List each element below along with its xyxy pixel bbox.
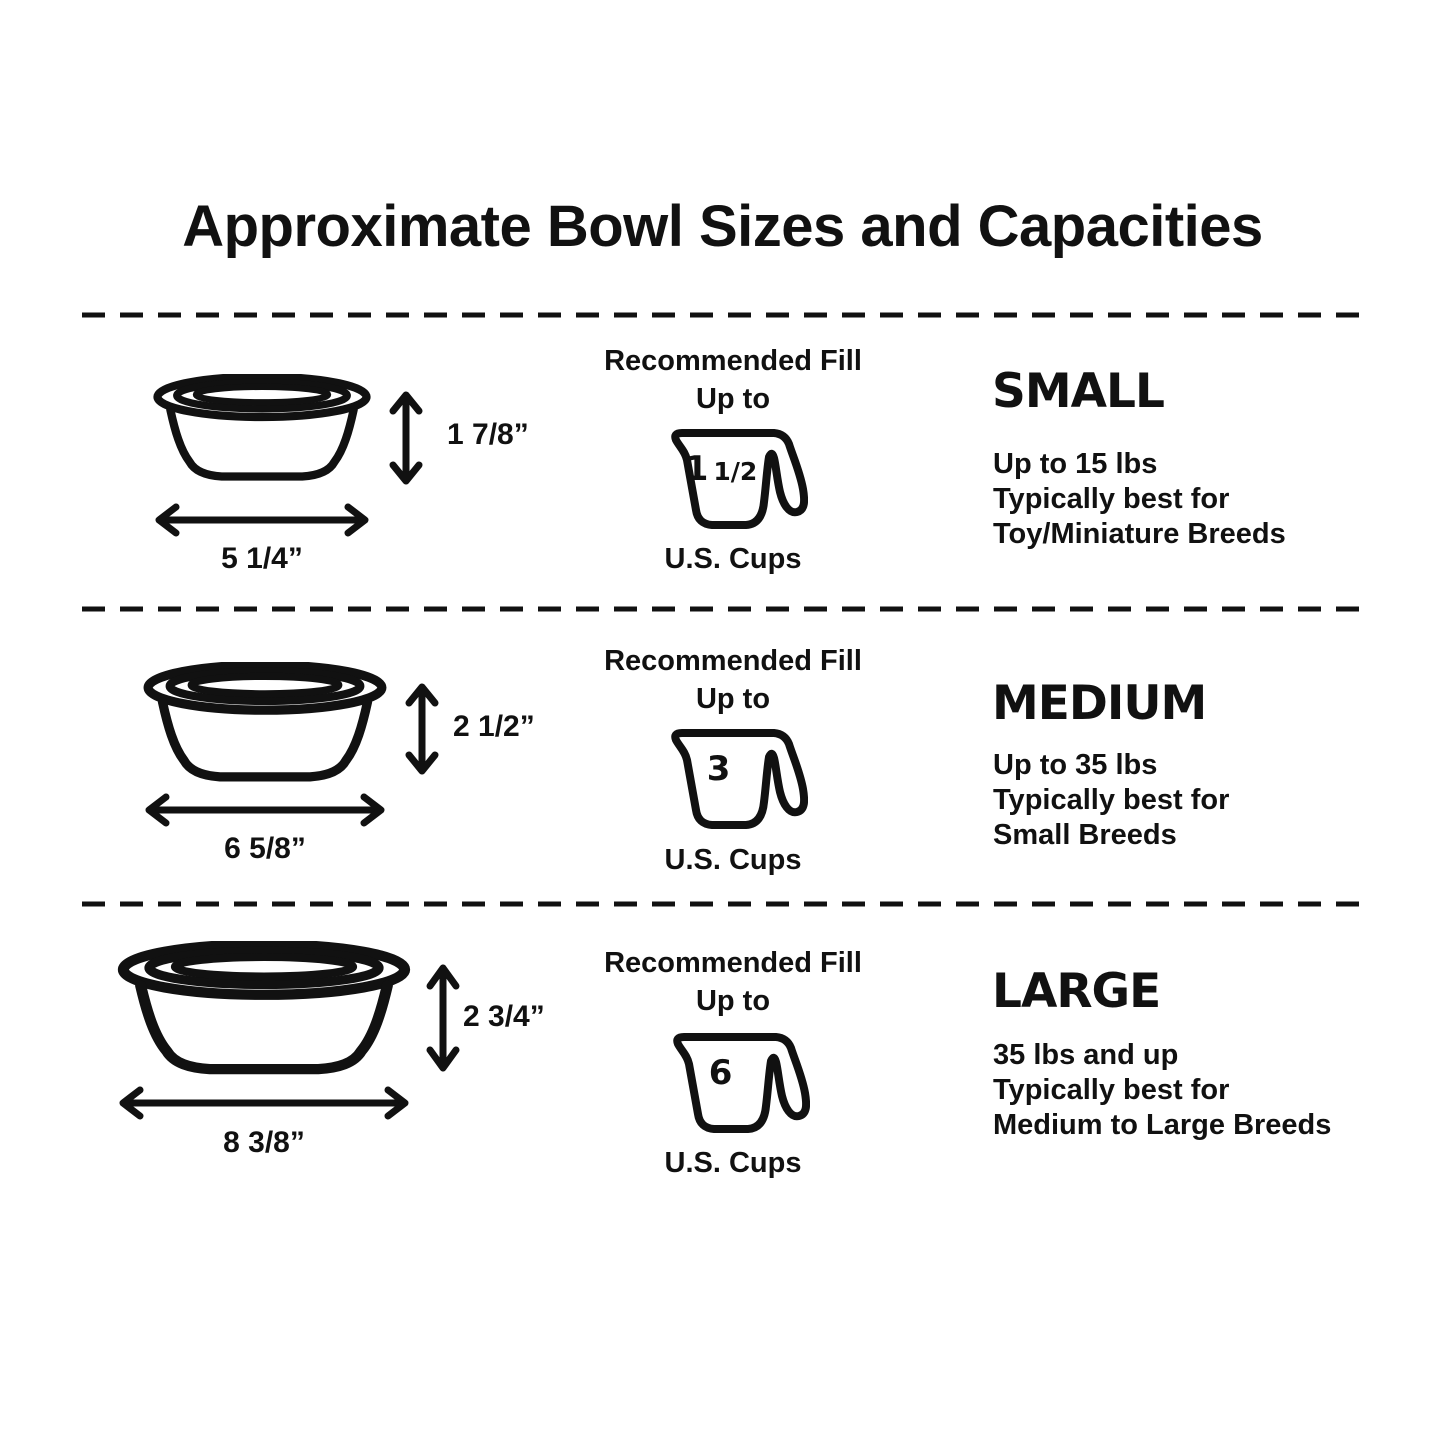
measuring-cup <box>672 1028 810 1140</box>
dashed-divider <box>82 312 1370 320</box>
bowl-height-dimension: 2 1/2” <box>453 710 535 743</box>
cup-capacity-value: 6 <box>708 1053 733 1093</box>
size-name: MEDIUM <box>992 676 1207 731</box>
fill-heading-line1: Recommended Fill <box>604 645 862 677</box>
weight-range: 35 lbs and up <box>993 1039 1179 1071</box>
bowl-height-dimension: 1 7/8” <box>447 418 529 451</box>
size-name: SMALL <box>992 364 1164 419</box>
bowl-icon <box>152 374 372 482</box>
best-for-line1: Typically best for <box>993 1074 1230 1106</box>
cup-unit-label: U.S. Cups <box>664 543 802 575</box>
bowl-width-dimension: 6 5/8” <box>224 832 306 865</box>
best-for-line2: Small Breeds <box>993 819 1177 851</box>
best-for-line2: Toy/Miniature Breeds <box>993 518 1286 550</box>
bowl-icon <box>116 941 412 1076</box>
bowl-width-dimension: 8 3/8” <box>223 1126 305 1159</box>
weight-range: Up to 35 lbs <box>993 749 1158 781</box>
dashed-divider <box>82 901 1370 909</box>
cup-unit-label: U.S. Cups <box>664 844 802 876</box>
measuring-cup <box>670 724 808 836</box>
height-arrow-icon <box>404 681 440 777</box>
fill-heading-line2: Up to <box>695 683 771 715</box>
fill-heading-line1: Recommended Fill <box>604 345 862 377</box>
cup-capacity-value: 3 <box>706 749 731 789</box>
measuring-cup <box>670 424 808 536</box>
weight-range: Up to 15 lbs <box>993 448 1158 480</box>
dashed-divider <box>82 606 1370 614</box>
width-arrow-icon <box>114 1084 414 1122</box>
height-arrow-icon <box>424 960 462 1076</box>
cup-capacity-value: 1 1/2 <box>684 449 758 489</box>
best-for-line1: Typically best for <box>993 784 1230 816</box>
bowl-icon <box>142 662 388 783</box>
size-name: LARGE <box>992 964 1161 1019</box>
width-arrow-icon <box>150 501 374 539</box>
cup-unit-label: U.S. Cups <box>664 1147 802 1179</box>
best-for-line1: Typically best for <box>993 483 1230 515</box>
height-arrow-icon <box>388 389 424 487</box>
fill-heading-line2: Up to <box>695 985 771 1017</box>
fill-heading-line1: Recommended Fill <box>604 947 862 979</box>
best-for-line2: Medium to Large Breeds <box>993 1109 1332 1141</box>
fill-heading-line2: Up to <box>695 383 771 415</box>
bowl-width-dimension: 5 1/4” <box>221 542 303 575</box>
page-title: Approximate Bowl Sizes and Capacities <box>182 193 1263 259</box>
bowl-height-dimension: 2 3/4” <box>463 1000 545 1033</box>
width-arrow-icon <box>140 791 390 829</box>
